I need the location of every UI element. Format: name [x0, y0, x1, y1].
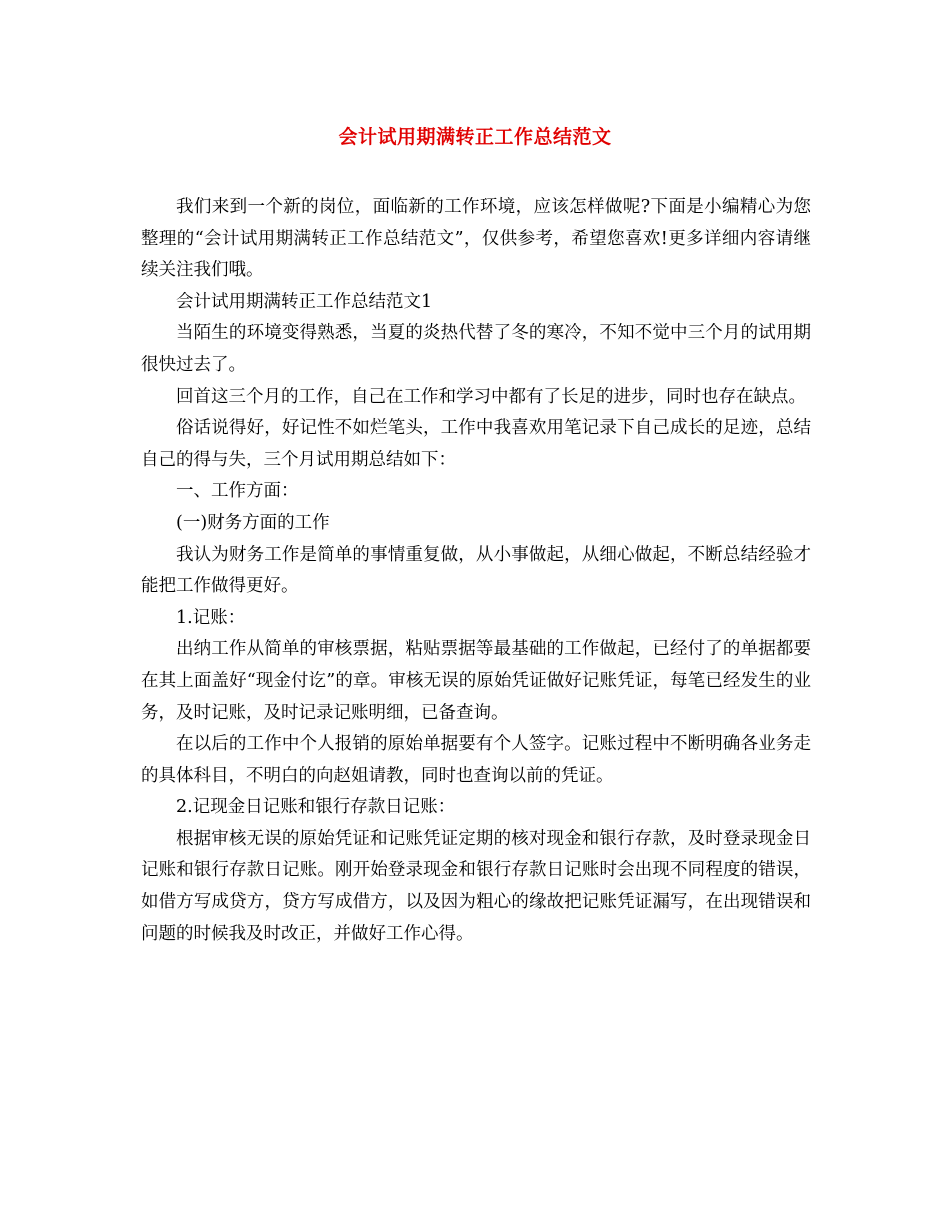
document-title: 会计试用期满转正工作总结范文 — [338, 126, 612, 148]
body-paragraph: 俗话说得好，好记性不如烂笔头，工作中我喜欢用笔记录下自己成长的足迹，总结自己的得与失，三个月试用期总结如下： — [141, 418, 811, 470]
subheading-journals: 2.记现金日记账和银行存款日记账： — [176, 797, 456, 818]
body-paragraph: 回首这三个月的工作，自己在工作和学习中都有了长足的进步，同时也存在缺点。 — [176, 386, 806, 407]
intro-paragraph: 我们来到一个新的岗位，面临新的工作环境，应该怎样做呢?下面是小编精心为您整理的“会计试用期满转正工作总结范文”，仅供参考，希望您喜欢!更多详细内容请继续关注我们哦。 — [141, 197, 811, 281]
body-paragraph: 我认为财务工作是简单的事情重复做，从小事做起，从细心做起，不断总结经验才能把工作做得更好。 — [141, 544, 811, 597]
body-paragraph: 在以后的工作中个人报销的原始单据要有个人签字。记账过程中不断明确各业务走的具体科目，不明白的向赵姐请教，同时也查询以前的凭证。 — [141, 734, 811, 786]
subheading-finance: (一)财务方面的工作 — [176, 512, 330, 533]
body-paragraph: 根据审核无误的原始凭证和记账凭证定期的核对现金和银行存款，及时登录现金日记账和银行存款日记账。刚开始登录现金和银行存款日记账时会出现不同程度的错误，如借方写成贷方，贷方写成借方，以及因为粗心的缘故把记账凭证漏写，在出现错误和问题的时候我及时改正，并做好工作心得。 — [141, 828, 811, 944]
subheading-bookkeeping: 1.记账： — [176, 607, 246, 628]
section-heading-1: 会计试用期满转正工作总结范文1 — [176, 291, 433, 312]
body-paragraph: 出纳工作从简单的审核票据，粘贴票据等最基础的工作做起，已经付了的单据都要在其上面盖好“现金付讫”的章。审核无误的原始凭证做好记账凭证，每笔已经发生的业务，及时记账，及时记录记账明细，已备查询。 — [141, 639, 811, 723]
subheading-work: 一、工作方面： — [176, 481, 299, 502]
document-body — [141, 192, 811, 950]
body-paragraph: 当陌生的环境变得熟悉，当夏的炎热代替了冬的寒冷，不知不觉中三个月的试用期很快过去了。 — [141, 323, 811, 375]
